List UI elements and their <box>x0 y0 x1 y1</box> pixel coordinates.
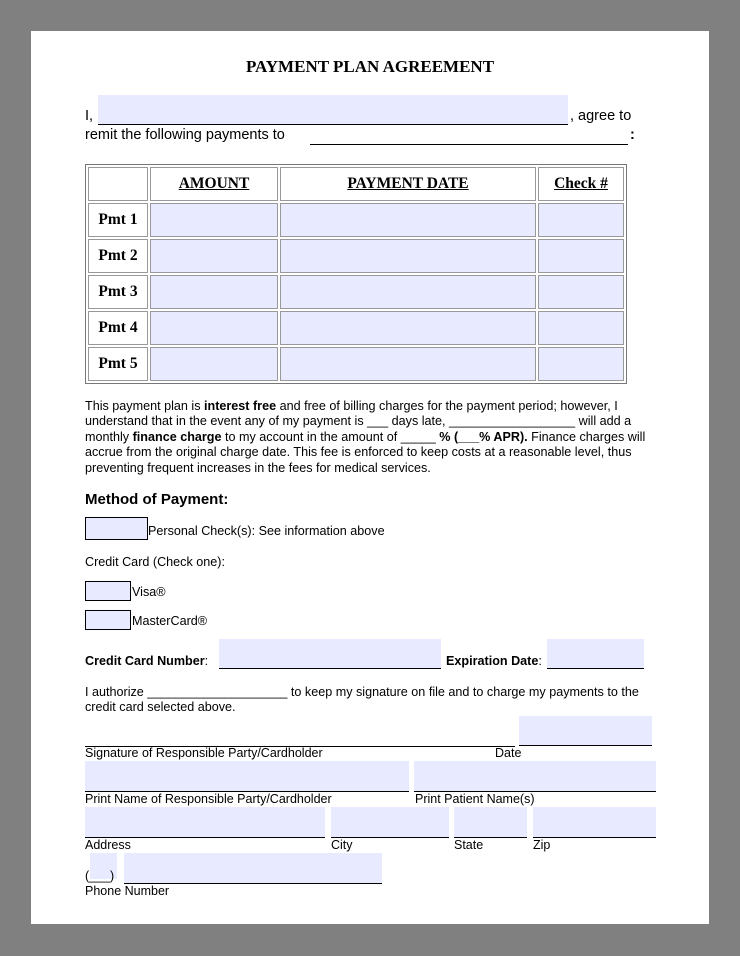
check-number-cell[interactable] <box>538 203 624 237</box>
header-check-number: Check # <box>538 167 624 201</box>
expiration-colon: : <box>538 654 542 668</box>
amount-cell[interactable] <box>150 347 278 381</box>
finance-amount-blank: _____ <box>400 429 436 444</box>
patient-name-field[interactable] <box>414 761 656 792</box>
signature-label: Signature of Responsible Party/Cardholder <box>85 746 323 760</box>
table-header-row <box>88 167 624 201</box>
intro-prefix: I, <box>85 108 94 124</box>
phone-label: Phone Number <box>85 884 170 898</box>
billing-party-blank: __________________ <box>449 414 576 429</box>
phone-number-field[interactable] <box>124 853 382 884</box>
visa-label: Visa® <box>132 585 166 599</box>
authorize-blank: ____________________ <box>147 685 288 699</box>
table-row <box>88 239 624 273</box>
payment-table <box>85 164 627 384</box>
phone-paren: (___) <box>85 869 115 883</box>
authorize-prefix: I authorize <box>85 685 144 699</box>
payment-date-cell[interactable] <box>280 275 536 309</box>
row-label: Pmt 2 <box>88 239 148 273</box>
date-field[interactable] <box>519 716 652 746</box>
check-number-cell[interactable] <box>538 311 624 345</box>
amount-cell[interactable] <box>150 275 278 309</box>
payment-date-cell[interactable] <box>280 239 536 273</box>
state-label: State <box>454 838 484 852</box>
amount-cell[interactable] <box>150 311 278 345</box>
terms-text: Finance charges will accrue from the original charge date. This fee is enforced to keep costs at a reasonable level, thus preventing frequent increases in the fees for medical services. <box>85 429 646 475</box>
document-page <box>31 31 709 924</box>
credit-card-label: Credit Card (Check one): <box>85 555 225 569</box>
payment-date-cell[interactable] <box>280 347 536 381</box>
terms-text: This payment plan is <box>85 399 204 413</box>
row-label: Pmt 4 <box>88 311 148 345</box>
finance-charge-text: finance charge <box>132 429 222 444</box>
payer-name-field[interactable] <box>98 95 568 125</box>
intro-remit: remit the following payments to <box>85 127 285 143</box>
payee-field[interactable] <box>310 127 628 145</box>
interest-free-text: interest free <box>204 399 277 413</box>
card-number-colon: : <box>204 654 209 668</box>
row-label: Pmt 3 <box>88 275 148 309</box>
intro-colon: : <box>630 127 635 143</box>
expiration-label-wrap <box>446 654 542 668</box>
row-label: Pmt 5 <box>88 347 148 381</box>
card-number-label: Credit Card Number <box>85 654 205 668</box>
check-number-cell[interactable] <box>538 239 624 273</box>
authorize-paragraph <box>85 685 665 716</box>
row-label: Pmt 1 <box>88 203 148 237</box>
check-number-cell[interactable] <box>538 347 624 381</box>
card-number-field[interactable] <box>219 639 441 669</box>
terms-text: will add a monthly <box>85 414 632 444</box>
payment-date-cell[interactable] <box>280 203 536 237</box>
header-blank-cell <box>88 167 148 201</box>
city-label: City <box>331 838 353 852</box>
table-row <box>88 203 624 237</box>
expiration-date-field[interactable] <box>547 639 644 669</box>
check-number-cell[interactable] <box>538 275 624 309</box>
terms-text: and free of billing charges for the payment period; however, I understand that in the event any of my payment is <box>85 399 618 429</box>
city-field[interactable] <box>331 807 449 838</box>
method-heading: Method of Payment: <box>85 491 229 508</box>
days-late-blank: ___ <box>367 414 389 429</box>
terms-paragraph <box>85 399 665 476</box>
payment-date-cell[interactable] <box>280 311 536 345</box>
page-title: PAYMENT PLAN AGREEMENT <box>245 57 495 76</box>
state-field[interactable] <box>454 807 527 838</box>
terms-text: to my account in the amount of <box>221 429 401 444</box>
zip-label: Zip <box>533 838 551 852</box>
intro-agree: , agree to <box>570 108 632 124</box>
address-field[interactable] <box>85 807 325 838</box>
table-row <box>88 347 624 381</box>
header-payment-date: PAYMENT DATE <box>280 167 536 201</box>
authorize-text: to keep my signature on file and to charge my payments to the credit card selected above. <box>85 685 639 715</box>
expiration-label: Expiration Date <box>446 654 539 668</box>
amount-cell[interactable] <box>150 239 278 273</box>
date-label: Date <box>495 746 522 760</box>
apr-text: % (___% APR). <box>435 429 528 444</box>
table-row <box>88 311 624 345</box>
print-name-label: Print Name of Responsible Party/Cardholder <box>85 792 332 806</box>
personal-check-checkbox[interactable] <box>85 517 148 540</box>
card-number-label-wrap <box>85 654 208 668</box>
personal-check-label: Personal Check(s): See information above <box>148 524 385 538</box>
amount-cell[interactable] <box>150 203 278 237</box>
mastercard-checkbox[interactable] <box>85 610 131 630</box>
print-name-field[interactable] <box>85 761 409 792</box>
zip-field[interactable] <box>533 807 656 838</box>
mastercard-label: MasterCard® <box>132 614 208 628</box>
header-amount: AMOUNT <box>150 167 278 201</box>
terms-text: days late, <box>388 414 450 429</box>
table-row <box>88 275 624 309</box>
patient-name-label: Print Patient Name(s) <box>415 792 535 806</box>
address-label: Address <box>85 838 131 852</box>
visa-checkbox[interactable] <box>85 581 131 601</box>
